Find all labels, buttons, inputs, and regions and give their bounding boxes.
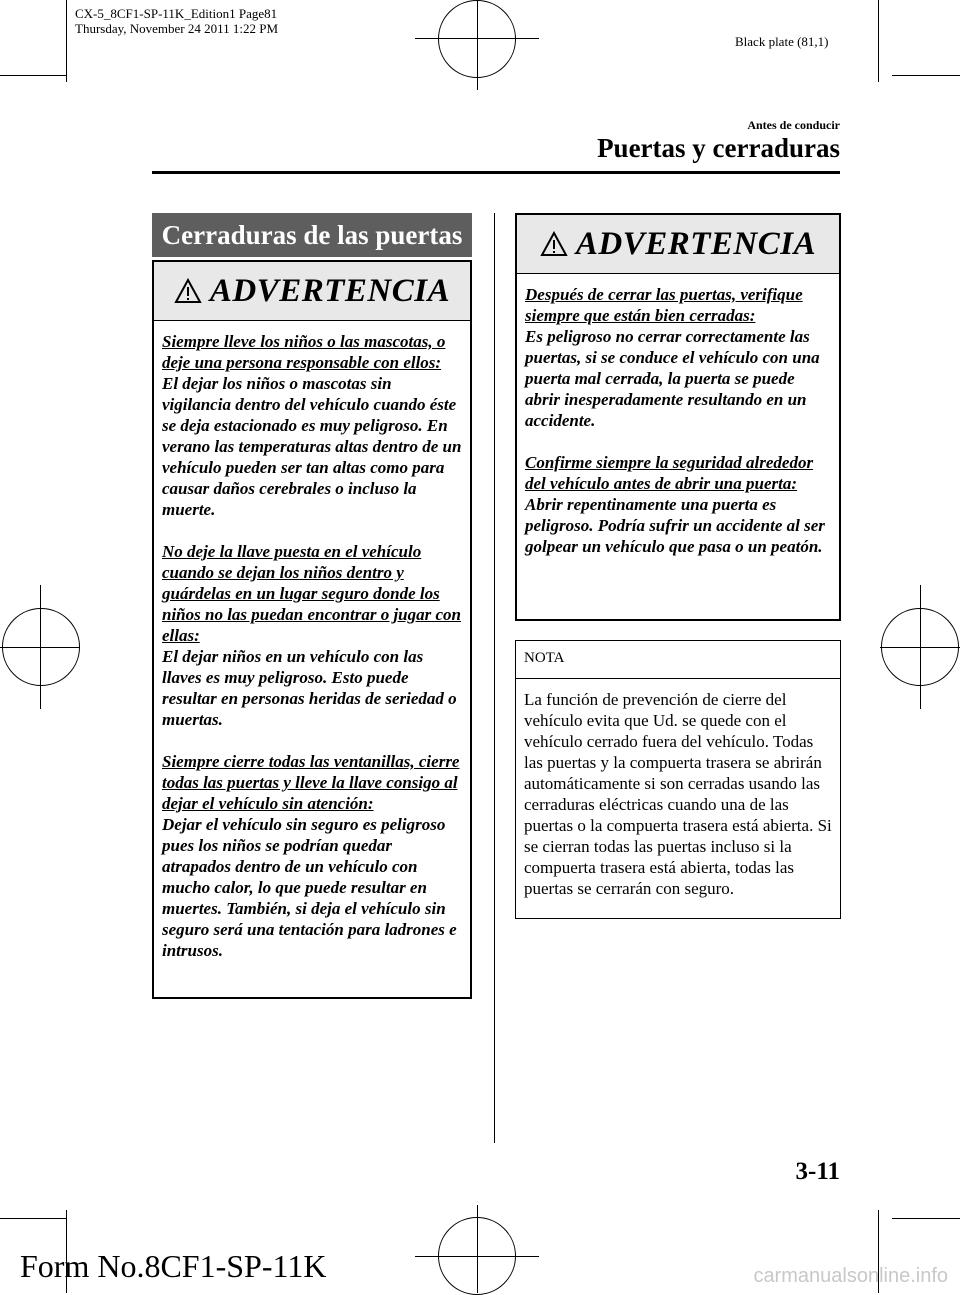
column-separator: [494, 213, 495, 1143]
warning-heading: Siempre lleve los niños o las mascotas, o deje una persona responsable con ellos:: [162, 332, 446, 372]
note-box: [515, 640, 841, 919]
header-rule: [152, 171, 840, 174]
warning-box-right: [515, 213, 841, 621]
warning-text: Dejar el vehículo sin seguro es peligroso pues los niños se podrían quedar atrapados dentro de un vehículo con mucho calor, lo que puede resultar en muertes. También, si deja el vehículo sin seguro será una tentación para ladrones e intrusos.: [162, 815, 457, 960]
warning-heading: Después de cerrar las puertas, verifique siempre que están bien cerradas:: [525, 285, 803, 325]
warning-title: ADVERTENCIA: [209, 272, 451, 309]
section-title: Puertas y cerraduras: [597, 133, 840, 163]
topic-banner: Cerraduras de las puertas: [152, 213, 472, 257]
print-slug: [75, 6, 278, 36]
slug-line-2: Thursday, November 24 2011 1:22 PM: [75, 21, 279, 36]
note-text: La función de prevención de cierre del vehículo evita que Ud. se quede con el vehículo cerrado fuera del vehículo. Todas las puertas y la compuerta trasera se abrirán automáticamente si son cerradas usando las cerraduras eléctricas cuando una de las puertas o la compuerta trasera está abierta. Si se cierran todas las puertas incluso si la compuerta trasera está abierta, todas las puertas se cerrarán con seguro.: [524, 690, 832, 898]
warning-header: [517, 215, 839, 274]
warning-paragraph: [162, 751, 462, 961]
warning-text: Es peligroso no cerrar correctamente las puertas, si se conduce el vehículo con una puerta mal cerrada, la puerta se puede abrir inesperadamente resultando en un accidente.: [525, 327, 820, 430]
warning-body: [154, 321, 470, 961]
warning-heading: Confirme siempre la seguridad alrededor del vehículo antes de abrir una puerta:: [525, 453, 814, 493]
slug-line-1: CX-5_8CF1-SP-11K_Edition1 Page81: [75, 6, 278, 21]
page-number: 3-11: [795, 1158, 840, 1185]
warning-body: [517, 274, 839, 557]
warning-paragraph: [525, 284, 831, 431]
warning-text: Abrir repentinamente una puerta es peligroso. Podría sufrir un accidente al ser golpear un vehículo que pasa o un peatón.: [525, 495, 825, 556]
warning-text: El dejar niños en un vehículo con las llaves es muy peligroso. Esto puede resultar en personas heridas de seriedad o muertas.: [162, 647, 457, 729]
warning-header: [154, 262, 470, 321]
warning-paragraph: [525, 452, 831, 557]
warning-paragraph: [162, 541, 462, 730]
warning-triangle-icon: [174, 278, 202, 304]
warning-paragraph: [162, 331, 462, 520]
chapter-label: Antes de conducir: [747, 118, 840, 132]
warning-box-left: [152, 260, 472, 999]
warning-title: ADVERTENCIA: [575, 225, 817, 262]
warning-heading: Siempre cierre todas las ventanillas, cierre todas las puertas y lleve la llave consigo al dejar el vehículo sin atención:: [162, 752, 460, 813]
warning-triangle-icon: [540, 231, 568, 257]
warning-text: El dejar los niños o mascotas sin vigilancia dentro del vehículo cuando éste se deja estacionado es muy peligroso. En verano las temperaturas altas dentro de un vehículo pueden ser tan altas como para causar daños cerebrales o incluso la muerte.: [162, 374, 462, 519]
plate-label: Black plate (81,1): [735, 34, 829, 49]
watermark: carmanualsonline.info: [753, 1265, 948, 1287]
warning-heading: No deje la llave puesta en el vehículo cuando se dejan los niños dentro y guárdelas en un lugar seguro donde los niños no las puedan encontrar o jugar con ellas:: [162, 542, 461, 645]
form-number: Form No.8CF1-SP-11K: [20, 1248, 327, 1284]
note-title: NOTA: [516, 641, 840, 679]
